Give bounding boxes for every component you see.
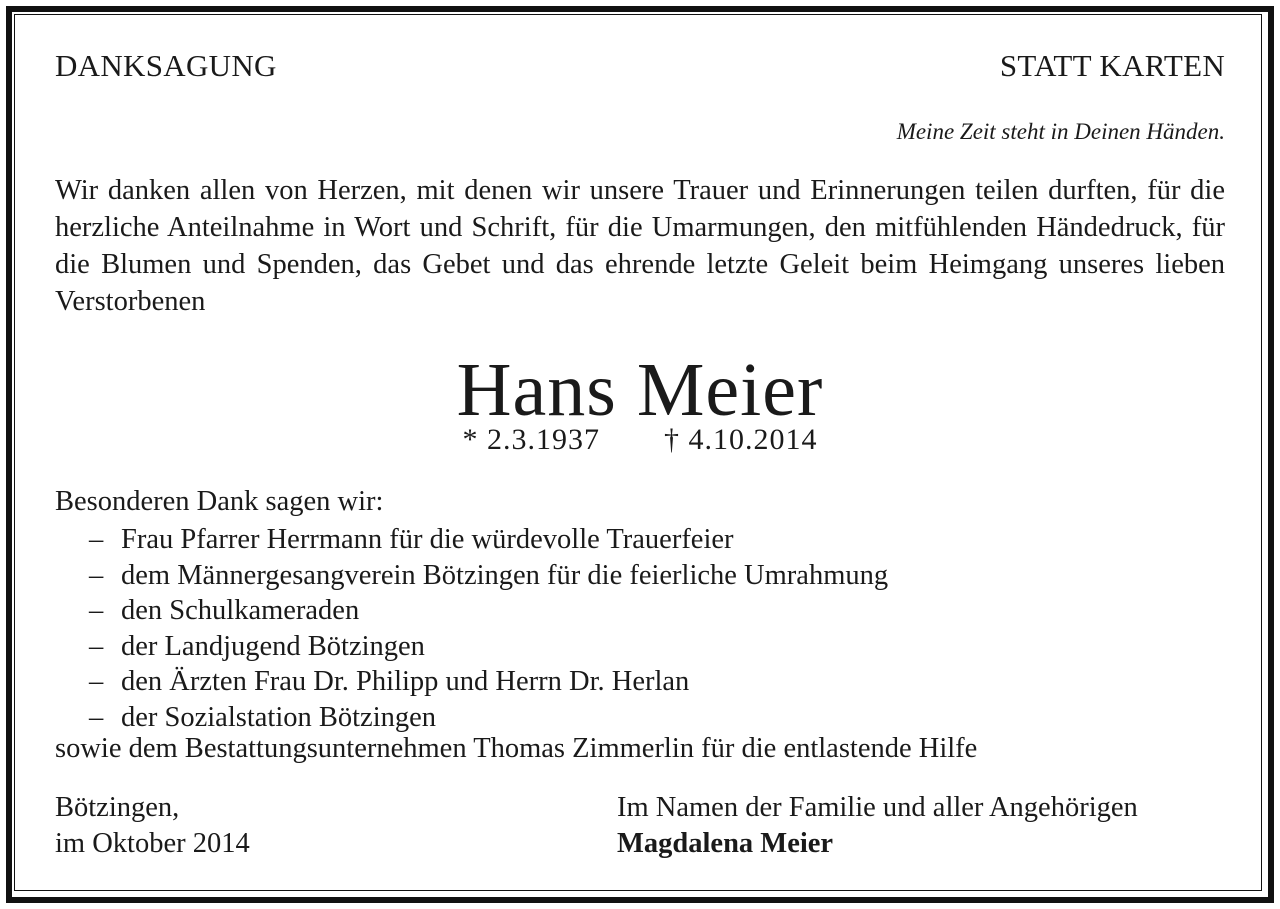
list-item xyxy=(89,522,888,558)
place-date xyxy=(55,790,250,862)
signer-name: Magdalena Meier xyxy=(617,828,834,859)
birth-date: * 2.3.1937 xyxy=(462,423,600,456)
intro-text: Wir danken allen von Herzen, mit denen wir unsere Trauer und Erinnerungen teilen durften, für die herzliche Anteilnahme in Wort und Schrift, für die Umarmungen, den mitfühlenden Händedruck, für die Blumen und Spenden, das Gebet und das ehrende letzte Geleit beim Heimgang unseres lieben Verstorbenen xyxy=(55,175,1225,317)
motto: Meine Zeit steht in Deinen Händen. xyxy=(896,119,1225,144)
date: im Oktober 2014 xyxy=(55,828,250,859)
list-item-text: den Schulkameraden xyxy=(121,595,360,627)
header-statt-karten: STATT KARTEN xyxy=(999,48,1225,83)
place: Bötzingen, xyxy=(55,792,180,823)
list-item xyxy=(89,700,888,736)
thanks-closing: sowie dem Bestattungsunternehmen Thomas Zimmerlin für die entlastende Hilfe xyxy=(55,733,978,764)
signature-block xyxy=(617,790,1138,862)
death-date: † 4.10.2014 xyxy=(664,423,818,456)
deceased-name: Hans Meier xyxy=(456,348,824,432)
notice-content xyxy=(55,0,1225,909)
dash: – xyxy=(89,701,104,733)
list-item-text: dem Männergesangverein Bötzingen für die feierliche Umrahmung xyxy=(121,559,889,591)
header-danksagung: DANKSAGUNG xyxy=(55,48,277,83)
signature-line: Im Namen der Familie und aller Angehörigen xyxy=(617,792,1138,823)
list-item xyxy=(89,664,888,700)
thanks-list xyxy=(89,522,888,736)
list-item-text: der Sozialstation Bötzingen xyxy=(121,701,437,733)
list-item xyxy=(89,558,888,594)
dash: – xyxy=(89,630,104,662)
dash: – xyxy=(89,559,104,591)
life-dates xyxy=(55,423,1225,457)
dash: – xyxy=(89,595,104,627)
list-item-text: Frau Pfarrer Herrmann für die würdevolle Trauerfeier xyxy=(121,524,734,555)
list-item-text: den Ärzten Frau Dr. Philipp und Herrn Dr. Herlan xyxy=(121,666,690,698)
list-item xyxy=(89,593,888,629)
thanks-heading: Besonderen Dank sagen wir: xyxy=(55,486,384,517)
list-item-text: der Landjugend Bötzingen xyxy=(121,630,425,662)
list-item xyxy=(89,629,888,665)
dash: – xyxy=(89,524,104,555)
dash: – xyxy=(89,666,104,698)
